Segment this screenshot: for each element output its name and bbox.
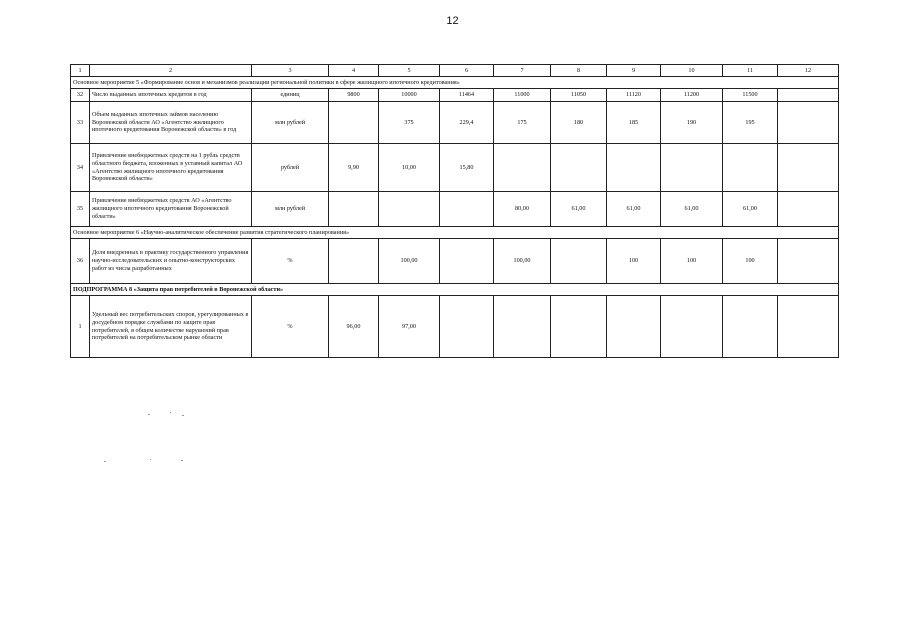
header-cell: 3 bbox=[252, 65, 329, 77]
value-cell bbox=[723, 296, 778, 358]
value-cell: 9,90 bbox=[329, 144, 379, 192]
unit-cell: млн рублей bbox=[252, 192, 329, 227]
indicator-name-cell: Доля внедренных в практику государственного управления научно-исследовательских и опытно-конструкторских работ из числа разработанных bbox=[90, 239, 252, 284]
unit-cell: единиц bbox=[252, 89, 329, 102]
value-cell bbox=[778, 144, 839, 192]
page-number: 12 bbox=[446, 15, 459, 27]
indicator-name-cell: Удельный вес потребительских споров, урегулированных в досудебном порядке службами по защите прав потребителей, в общем количестве нарушений прав потребителей на потребительском рынке области bbox=[90, 296, 252, 358]
value-cell: 175 bbox=[494, 102, 551, 144]
table-body bbox=[71, 65, 839, 358]
value-cell: 61,00 bbox=[723, 192, 778, 227]
value-cell: 10,00 bbox=[379, 144, 440, 192]
scan-speck bbox=[150, 459, 151, 460]
value-cell: 97,00 bbox=[379, 296, 440, 358]
indicator-name-cell: Привлечение внебюджетных средств АО «Агентство жилищного ипотечного кредитования Воронежской области» bbox=[90, 192, 252, 227]
value-cell: 190 bbox=[661, 102, 723, 144]
value-cell: 100 bbox=[723, 239, 778, 284]
row-number-cell: 32 bbox=[71, 89, 90, 102]
row-number-cell: 1 bbox=[71, 296, 90, 358]
header-cell: 11 bbox=[723, 65, 778, 77]
header-cell: 1 bbox=[71, 65, 90, 77]
value-cell bbox=[329, 192, 379, 227]
value-cell bbox=[440, 192, 494, 227]
value-cell bbox=[494, 144, 551, 192]
header-cell: 5 bbox=[379, 65, 440, 77]
value-cell: 11000 bbox=[494, 89, 551, 102]
header-cell: 10 bbox=[661, 65, 723, 77]
value-cell: 15,80 bbox=[440, 144, 494, 192]
row-number-cell: 33 bbox=[71, 102, 90, 144]
header-cell: 4 bbox=[329, 65, 379, 77]
unit-cell: % bbox=[252, 296, 329, 358]
value-cell bbox=[661, 296, 723, 358]
value-cell bbox=[440, 239, 494, 284]
value-cell bbox=[778, 89, 839, 102]
value-cell bbox=[778, 239, 839, 284]
value-cell: 229,4 bbox=[440, 102, 494, 144]
value-cell bbox=[440, 296, 494, 358]
table-row bbox=[71, 144, 839, 192]
value-cell: 11050 bbox=[551, 89, 607, 102]
indicators-table bbox=[70, 64, 839, 358]
unit-cell: млн рублей bbox=[252, 102, 329, 144]
value-cell bbox=[723, 144, 778, 192]
header-cell: 8 bbox=[551, 65, 607, 77]
section5-title: Основное мероприятие 5 «Формирование основ и механизмов реализации региональной политики в сфере жилищного ипотечного кредитования» bbox=[71, 77, 839, 89]
header-cell: 9 bbox=[607, 65, 661, 77]
header-cell: 2 bbox=[90, 65, 252, 77]
value-cell: 185 bbox=[607, 102, 661, 144]
value-cell: 100 bbox=[607, 239, 661, 284]
value-cell: 96,00 bbox=[329, 296, 379, 358]
value-cell: 10000 bbox=[379, 89, 440, 102]
value-cell bbox=[778, 192, 839, 227]
value-cell: 11500 bbox=[723, 89, 778, 102]
scan-speck bbox=[170, 412, 171, 413]
value-cell: 11200 bbox=[661, 89, 723, 102]
scan-speck bbox=[104, 461, 106, 462]
value-cell: 11464 bbox=[440, 89, 494, 102]
header-cell: 7 bbox=[494, 65, 551, 77]
indicator-name-cell: Объем выданных ипотечных займов населению Воронежской области АО «Агентство жилищного ипотечного кредитования Воронежской области» в год bbox=[90, 102, 252, 144]
row-number-cell: 36 bbox=[71, 239, 90, 284]
value-cell bbox=[607, 296, 661, 358]
unit-cell: % bbox=[252, 239, 329, 284]
table-row bbox=[71, 102, 839, 144]
value-cell bbox=[329, 102, 379, 144]
value-cell bbox=[551, 144, 607, 192]
table-row bbox=[71, 192, 839, 227]
indicator-name-cell: Привлечение внебюджетных средств на 1 рубль средств областного бюджета, вложенных в уставный капитал АО «Агентство жилищного ипотечного кредитования Воронежской области» bbox=[90, 144, 252, 192]
value-cell: 9800 bbox=[329, 89, 379, 102]
section6-title: Основное мероприятие 6 «Научно-аналитическое обеспечение развития стратегического планирования» bbox=[71, 227, 839, 239]
section-row bbox=[71, 227, 839, 239]
value-cell bbox=[778, 102, 839, 144]
value-cell: 100 bbox=[661, 239, 723, 284]
table-header-row bbox=[71, 65, 839, 77]
value-cell: 180 bbox=[551, 102, 607, 144]
header-cell: 12 bbox=[778, 65, 839, 77]
subprogram8-title: ПОДПРОГРАММА 8 «Защита прав потребителей в Воронежской области» bbox=[71, 284, 839, 296]
value-cell bbox=[379, 192, 440, 227]
row-number-cell: 34 bbox=[71, 144, 90, 192]
subprogram-row bbox=[71, 284, 839, 296]
value-cell: 11120 bbox=[607, 89, 661, 102]
value-cell: 100,00 bbox=[379, 239, 440, 284]
value-cell bbox=[778, 296, 839, 358]
value-cell: 61,00 bbox=[551, 192, 607, 227]
value-cell: 61,00 bbox=[607, 192, 661, 227]
section-row bbox=[71, 77, 839, 89]
value-cell: 375 bbox=[379, 102, 440, 144]
scan-speck bbox=[181, 460, 183, 461]
value-cell bbox=[607, 144, 661, 192]
value-cell bbox=[661, 144, 723, 192]
value-cell bbox=[329, 239, 379, 284]
table-row bbox=[71, 296, 839, 358]
value-cell: 100,00 bbox=[494, 239, 551, 284]
unit-cell: рублей bbox=[252, 144, 329, 192]
value-cell bbox=[551, 239, 607, 284]
indicator-name-cell: Число выданных ипотечных кредитов в год bbox=[90, 89, 252, 102]
row-number-cell: 35 bbox=[71, 192, 90, 227]
value-cell: 195 bbox=[723, 102, 778, 144]
scan-speck bbox=[182, 415, 184, 416]
value-cell bbox=[551, 296, 607, 358]
value-cell bbox=[494, 296, 551, 358]
scan-speck bbox=[148, 414, 150, 415]
value-cell: 80,00 bbox=[494, 192, 551, 227]
header-cell: 6 bbox=[440, 65, 494, 77]
value-cell: 61,00 bbox=[661, 192, 723, 227]
table-row bbox=[71, 239, 839, 284]
table-row bbox=[71, 89, 839, 102]
